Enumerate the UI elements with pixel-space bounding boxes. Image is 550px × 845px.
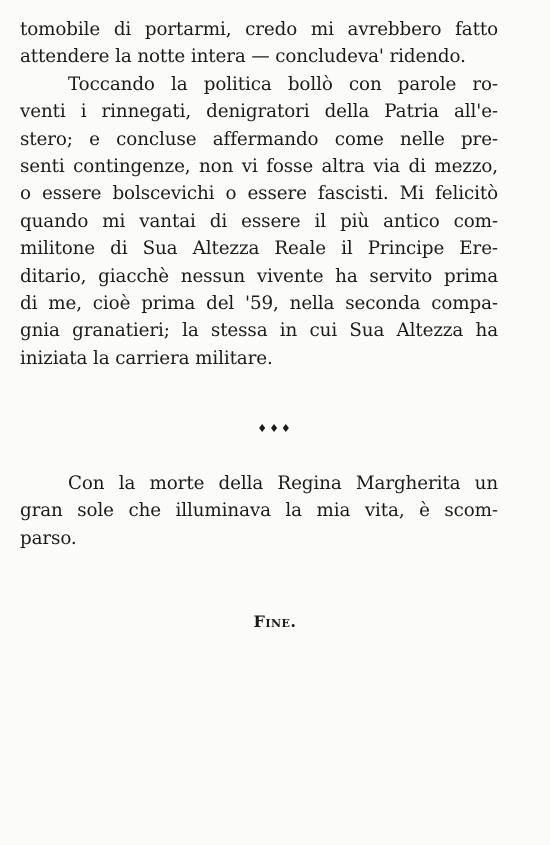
text-line: di me, cioè prima del '59, nella seconda compa- — [20, 292, 498, 314]
text-line: quando mi vantai di essere il più antico com- — [20, 210, 498, 232]
text-line: parso. — [20, 527, 77, 549]
text-line: gran sole che illuminava la mia vita, è scom- — [20, 500, 498, 522]
paragraph-continuation — [20, 16, 498, 71]
text-line: militone di Sua Altezza Reale il Principe Ere- — [20, 238, 498, 260]
section-separator: ♦♦♦ — [257, 422, 293, 435]
paragraph-politics — [20, 71, 498, 372]
text-line: stero; e concluse affermando come nelle pre- — [20, 128, 498, 150]
text-line: venti i rinnegati, denigratori della Patria all'e- — [20, 101, 498, 123]
closing-word: Fine. — [253, 612, 297, 631]
page-body — [20, 16, 498, 372]
text-line: iniziata la carriera militare. — [20, 347, 273, 369]
text-line: ditario, giacchè nessun vivente ha servito prima — [20, 265, 498, 287]
text-line: o essere bolscevichi o essere fascisti. Mi felicitò — [20, 183, 498, 205]
text-line: attendere la notte intera — concludeva' ridendo. — [20, 46, 466, 68]
text-line: Con la morte della Regina Margherita un — [68, 473, 498, 494]
text-line: senti contingenze, non vi fosse altra via di mezzo, — [20, 155, 498, 177]
paragraph-queen — [20, 470, 498, 552]
text-line: Toccando la politica bollò con parole ro- — [68, 73, 498, 95]
text-line: gnia granatieri; la stessa in cui Sua Altezza ha — [20, 320, 498, 342]
text-line: tomobile di portarmi, credo mi avrebbero fatto — [20, 19, 498, 40]
